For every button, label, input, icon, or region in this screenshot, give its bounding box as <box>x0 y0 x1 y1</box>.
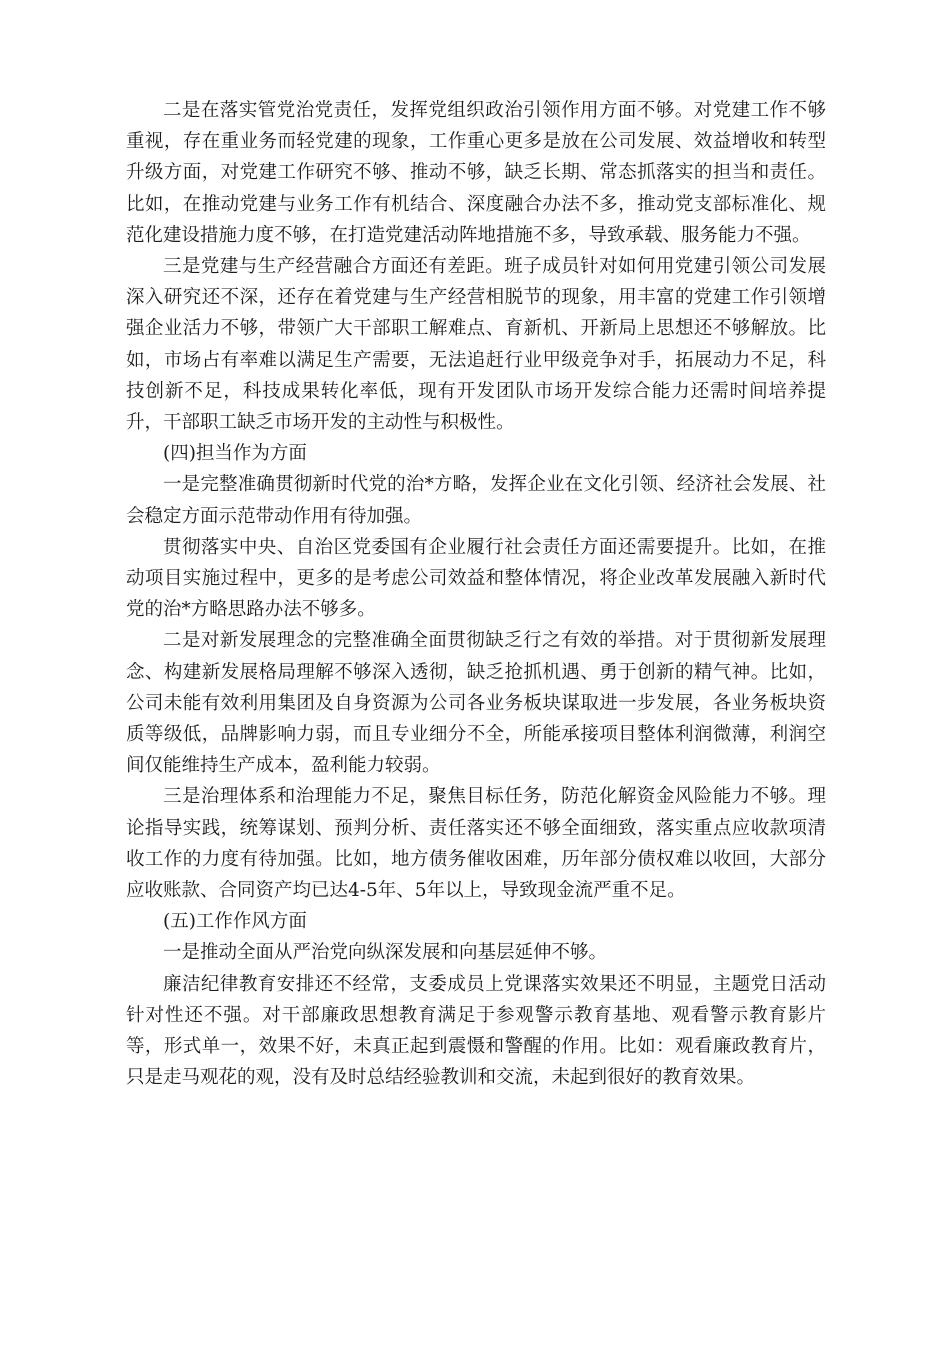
section-heading-work-style: (五)工作作风方面 <box>163 911 307 933</box>
paragraph-party-business-integration: 三是党建与生产经营融合方面还有差距。班子成员针对如何用党建引领公司发展深入研究还不深，还存在着党建与生产经营相脱节的现象，用丰富的党建工作引领增强企业活力不够，带领广大干部职工解难点、育新机、开新局上思想还不够解放。比如，市场占有率难以满足生产需要，无法追赶行业甲级竞争对手，拓展动力不足，科技创新不足，科技成果转化率低，现有开发团队市场开发综合能力还需时间培养提升，干部职工缺乏市场开发的主动性与积极性。 <box>126 256 826 434</box>
paragraph-new-development-concept: 二是对新发展理念的完整准确全面贯彻缺乏行之有效的举措。对于贯彻新发展理念、构建新发展格局理解不够深入透彻，缺乏抢抓机遇、勇于创新的精气神。比如，公司未能有效利用集团及自身资源为公司各业务板块谋取进一步发展，各业务板块资质等级低，品牌影响力弱，而且专业细分不全，所能承接项目整体利润微薄，利润空间仅能维持生产成本，盈利能力较弱。 <box>126 630 826 777</box>
paragraph-integrity-education: 廉洁纪律教育安排还不经常，支委成员上党课落实效果还不明显，主题党日活动针对性还不强。对干部廉政思想教育满足于参观警示教育基地、观看警示教育影片等，形式单一，效果不好，未真正起到震慑和警醒的作用。比如：观看廉政教育片，只是走马观花的观，没有及时总结经验教训和交流，未起到很好的教育效果。 <box>126 973 826 1089</box>
paragraph-strict-governance: 一是推动全面从严治党向纵深发展和向基层延伸不够。 <box>163 942 608 964</box>
section-heading-responsibility: (四)担当作为方面 <box>163 443 307 465</box>
document-body <box>126 95 826 1094</box>
paragraph-governance-capacity: 三是治理体系和治理能力不足，聚焦目标任务，防范化解资金风险能力不够。理论指导实践，统筹谋划、预判分析、责任落实还不够全面细致，落实重点应收款项清收工作的力度有待加强。比如，地方债务催收困难，历年部分债权难以收回，大部分应收账款、合同资产均已达4-5年、5年以上，导致现金流严重不足。 <box>126 786 826 902</box>
paragraph-social-responsibility: 贯彻落实中央、自治区党委国有企业履行社会责任方面还需要提升。比如，在推动项目实施过程中，更多的是考虑公司效益和整体情况，将企业改革发展融入新时代党的治*方略思路办法不够多。 <box>126 536 826 621</box>
paragraph-party-responsibility: 二是在落实管党治党责任，发挥党组织政治引领作用方面不够。对党建工作不够重视，存在重业务而轻党建的现象，工作重心更多是放在公司发展、效益增收和转型升级方面，对党建工作研究不够、推动不够，缺乏长期、常态抓落实的担当和责任。比如，在推动党建与业务工作有机结合、深度融合办法不多，推动党支部标准化、规范化建设措施力度不够，在打造党建活动阵地措施不多，导致承载、服务能力不强。 <box>126 100 826 246</box>
paragraph-governance-strategy: 一是完整准确贯彻新时代党的治*方略，发挥企业在文化引领、经济社会发展、社会稳定方面示范带动作用有待加强。 <box>126 474 826 527</box>
